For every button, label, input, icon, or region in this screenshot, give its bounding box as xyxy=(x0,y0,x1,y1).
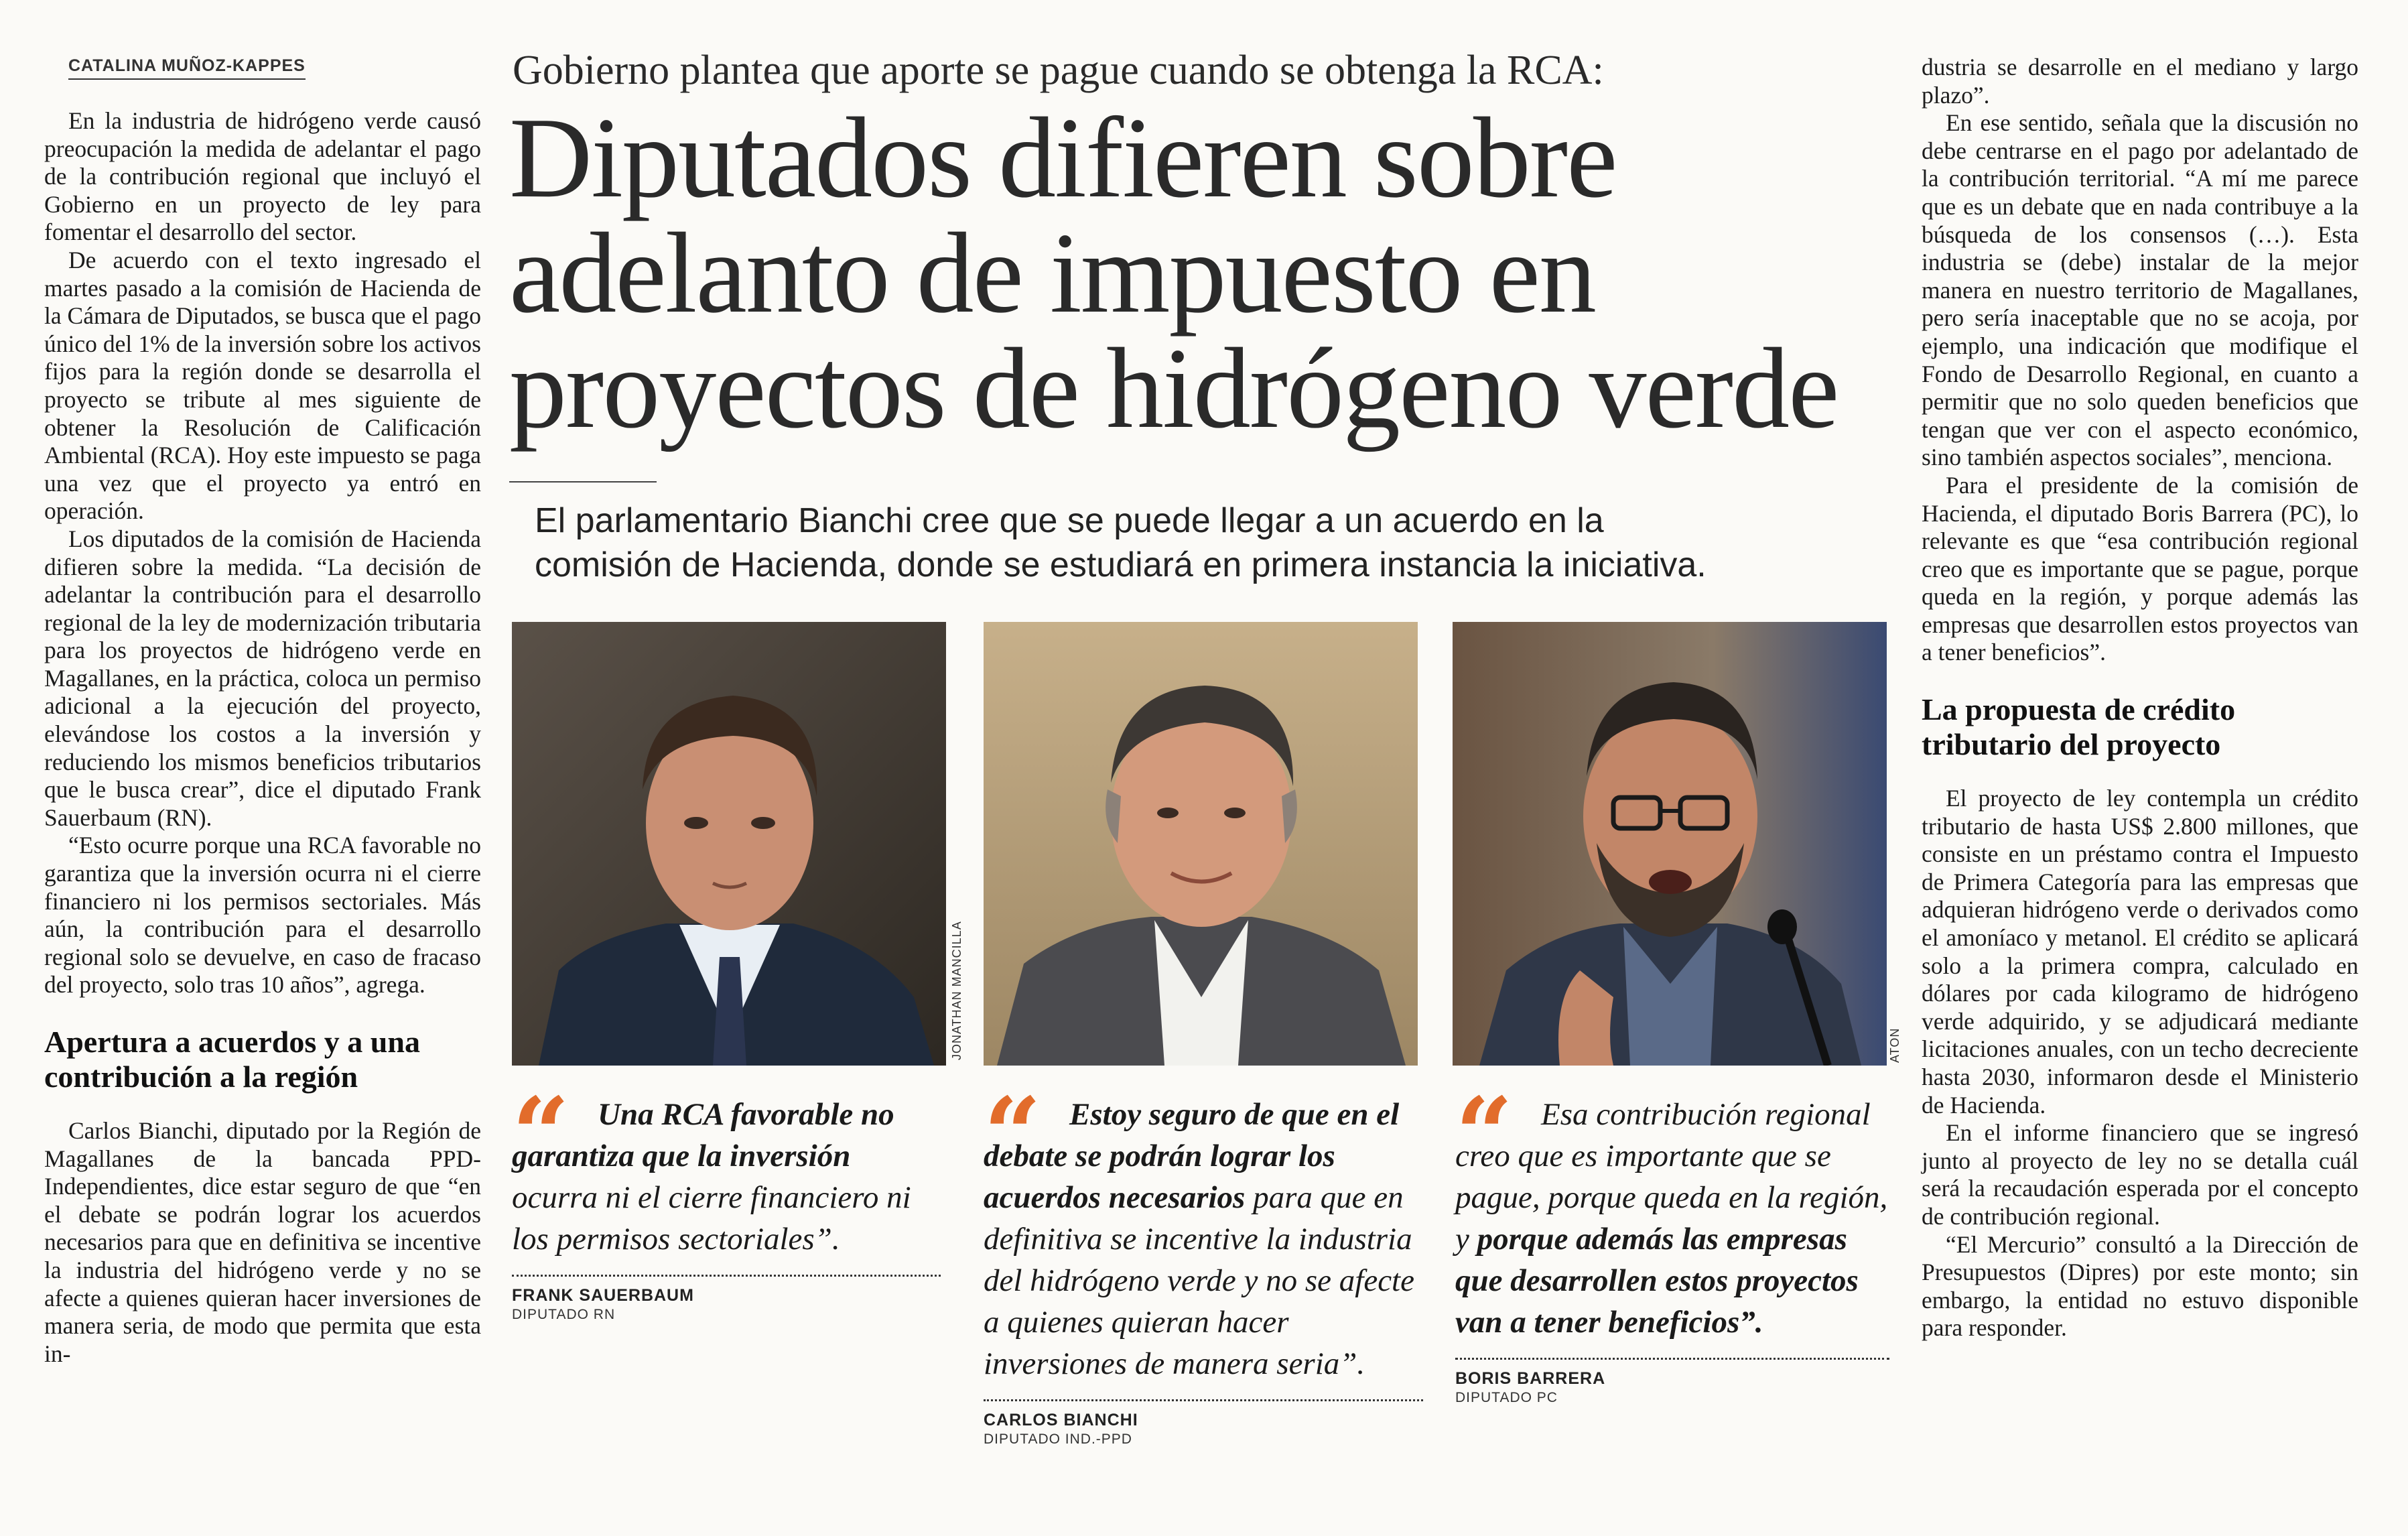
lead xyxy=(535,499,1875,587)
byline: CATALINA MUÑOZ-KAPPES xyxy=(68,56,306,80)
quote-regular-part: para que en definitiva se incentive la industria del hidrógeno verde y no se afecte a quienes quieran hacer inversiones de manera seria”. xyxy=(984,1180,1414,1381)
right-paragraph-1: dustria se desarrolle en el mediano y largo plazo”. xyxy=(1922,54,2358,109)
photo-credit-aton: ATON xyxy=(1888,1027,1901,1063)
quote-author-role: DIPUTADO RN xyxy=(512,1307,616,1322)
quote-divider xyxy=(984,1399,1423,1401)
quote-bold-part: porque además las empresas que desarrollen estos proyectos van a tener beneficios”. xyxy=(1455,1222,1859,1340)
quote-regular-part: Esa contribución regional creo que es importante que se pague, porque queda en la región, y xyxy=(1455,1097,1888,1257)
quote-text-barrera xyxy=(1455,1094,1889,1343)
quote-box-bianchi xyxy=(984,1076,1423,1448)
photo-barrera xyxy=(1453,622,1887,1066)
quote-mark-icon: “ xyxy=(512,1076,570,1194)
quote-box-sauerbaum xyxy=(512,1076,941,1323)
quote-bold-part: Estoy seguro de que en el debate se podrán lograr los acuerdos necesarios xyxy=(984,1097,1400,1215)
quote-box-barrera xyxy=(1455,1076,1889,1406)
kicker: Gobierno plantea que aporte se pague cuando se obtenga la RCA: xyxy=(513,48,1604,93)
left-column xyxy=(44,107,481,1368)
quote-author-name: CARLOS BIANCHI xyxy=(984,1411,1138,1429)
quote-mark-icon: “ xyxy=(984,1076,1042,1194)
quote-bold-part: Una RCA favorable no garantiza que la inversión xyxy=(512,1097,894,1173)
left-paragraph-3: Los diputados de la comisión de Hacienda difieren sobre la medida. “La decisión de adelantar la contribución para el desarrollo regional de la ley de modernización tributaria para los proyectos de hidrógeno verde en Magallanes, en la práctica, coloca un permiso adicional a la ejecución del proyecto, elevándose los costos a la inversión y reduciendo los mismos beneficios tributarios que le busca crear”, dice el diputado Frank Sauerbaum (RN). xyxy=(44,525,481,831)
quote-divider xyxy=(1455,1358,1889,1360)
quote-text-bianchi xyxy=(984,1094,1423,1385)
headline-line-3: proyectos de hidrógeno verde xyxy=(509,325,1838,452)
quote-author-name: BORIS BARRERA xyxy=(1455,1369,1606,1388)
photo-sauerbaum xyxy=(512,622,946,1066)
left-subhead: Apertura a acuerdos y a una contribución a la región xyxy=(44,1025,420,1094)
left-paragraph-5: Carlos Bianchi, diputado por la Región de Magallanes de la bancada PPD-Independientes, dice estar seguro de que “en el debate se podrán lograr los acuerdos necesarios para que en definitiva se incentive la industria del hidrógeno verde y no se afecte a quienes quieran hacer inversiones de manera seria, de modo que permita que esta in- xyxy=(44,1117,481,1367)
quote-text-sauerbaum xyxy=(512,1094,941,1260)
left-paragraph-2: De acuerdo con el texto ingresado el martes pasado a la comisión de Hacienda de la Cámara de Diputados, se busca que el pago único del 1% de la inversión sobre los activos fijos para la región donde se desarrolla el proyecto se tribute al mes siguiente de obtener la Resolución de Calificación Ambiental (RCA). Hoy este impuesto se paga una vez que el proyecto ya entró en operación. xyxy=(44,246,481,525)
quote-regular-part: ocurra ni el cierre financiero ni los permisos sectoriales”. xyxy=(512,1180,911,1257)
quote-author-role: DIPUTADO PC xyxy=(1455,1390,1558,1405)
right-paragraph-4: El proyecto de ley contempla un crédito tributario de hasta US$ 2.800 millones, que consiste en un préstamo contra el Impuesto de Primera Categoría para las empresas que adquieran hidrógeno verde o derivados como el amoníaco y metanol. El crédito se aplicará solo a la primera compra, calculado en dólares por cada kilogramo de hidrógeno verde adquirido, y se adjudicará mediante licitaciones anuales, con un techo decreciente hasta 2030, informaron desde el Ministerio de Hacienda. xyxy=(1922,785,2358,1118)
right-paragraph-6: “El Mercurio” consultó a la Dirección de Presupuestos (Dipres) por este monto; sin embargo, la entidad no estuvo disponible para responder. xyxy=(1922,1230,2358,1342)
right-subhead: La propuesta de crédito tributario del proyecto xyxy=(1922,692,2236,762)
headline xyxy=(509,94,1889,452)
photo-bianchi xyxy=(984,622,1418,1066)
lead-line-2: comisión de Hacienda, donde se estudiará en primera instancia la iniciativa. xyxy=(535,546,1707,584)
right-column xyxy=(1922,54,2358,1342)
quote-mark-icon: “ xyxy=(1455,1076,1514,1194)
photo-credit-mancilla: JONATHAN MANCILLA xyxy=(950,921,963,1060)
quote-author-role: DIPUTADO IND.-PPD xyxy=(984,1431,1132,1447)
right-paragraph-3: Para el presidente de la comisión de Hacienda, el diputado Boris Barrera (PC), lo relevante es que “esa contribución regional creo que es importante que se pague, porque queda en la región, y porque además las empresas que desarrollen estos proyectos van a tener beneficios”. xyxy=(1922,471,2358,666)
left-paragraph-4: “Esto ocurre porque una RCA favorable no garantiza que la inversión ocurra ni el cierre financiero ni los permisos sectoriales. Más aún, la contribución para el desarrollo regional solo se devuelve, en caso de fracaso del proyecto, solo tras 10 años”, agrega. xyxy=(44,832,481,999)
headline-rule xyxy=(509,481,657,483)
lead-line-1: El parlamentario Bianchi cree que se puede llegar a un acuerdo en la xyxy=(535,501,1604,540)
headline-line-1: Diputados difieren sobre xyxy=(509,94,1617,222)
headline-line-2: adelanto de impuesto en xyxy=(509,210,1595,337)
right-paragraph-5: En el informe financiero que se ingresó junto al proyecto de ley no se detalla cuál será la recaudación esperada por el concepto de contribución regional. xyxy=(1922,1119,2358,1230)
quote-divider xyxy=(512,1275,941,1277)
quote-author-name: FRANK SAUERBAUM xyxy=(512,1286,694,1305)
right-paragraph-2: En ese sentido, señala que la discusión no debe centrarse en el pago por adelantado de la contribución territorial. “A mí me parece que es un debate que en nada contribuye a la búsqueda de los consensos (…). Esta industria se (debe) instalar de la mejor manera en nuestro territorio de Magallanes, pero sería inaceptable que no se acoja, por ejemplo, una indicación que modifique el Fondo de Desarrollo Regional, en cuanto a permitir que no solo queden beneficios que tengan que ver con el aspecto económico, sino también aspectos sociales”, menciona. xyxy=(1922,109,2358,471)
left-paragraph-1: En la industria de hidrógeno verde causó preocupación la medida de adelantar el pago de la contribución regional que incluyó el Gobierno en un proyecto de ley para fomentar el desarrollo del sector. xyxy=(44,107,481,246)
